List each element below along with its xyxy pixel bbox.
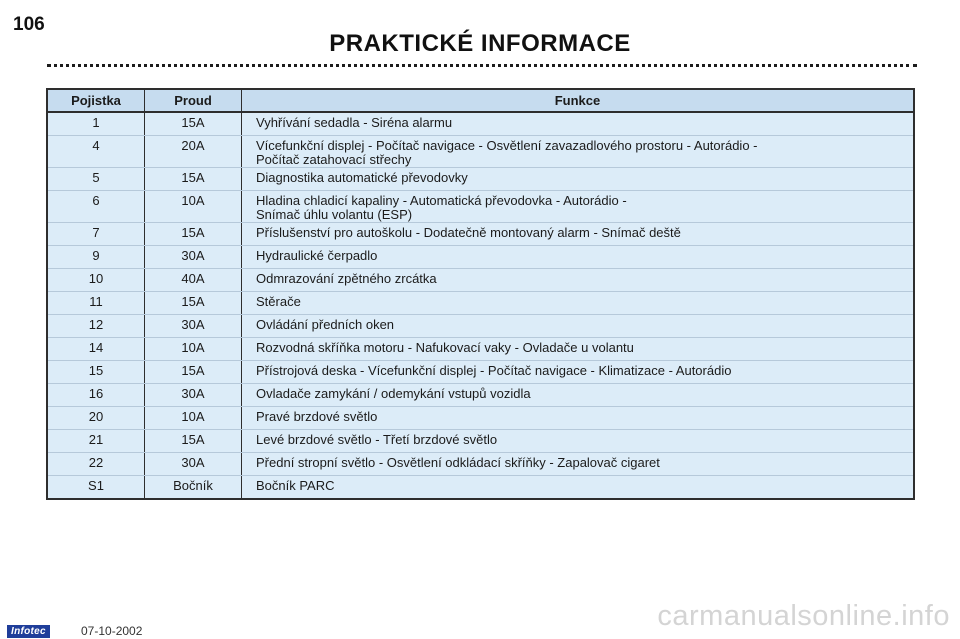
page-number: 106 xyxy=(13,14,45,35)
table-row xyxy=(47,191,914,223)
fuse-table xyxy=(46,88,915,500)
fuse-function-line-2: Snímač úhlu volantu (ESP) xyxy=(256,207,413,222)
fuse-function: Ovládání předních oken xyxy=(242,315,915,338)
table-row xyxy=(47,384,914,407)
fuse-function: Levé brzdové světlo - Třetí brzdové světlo xyxy=(242,430,915,453)
fuse-number: 9 xyxy=(47,246,145,269)
fuse-number: 15 xyxy=(47,361,145,384)
fuse-function-line-1: Vícefunkční displej - Počítač navigace - Osvětlení zavazadlového prostoru - Autorádio - xyxy=(256,138,758,153)
fuse-function: Pravé brzdové světlo xyxy=(242,407,915,430)
fuse-function: Diagnostika automatické převodovky xyxy=(242,168,915,191)
fuse-current: Bočník xyxy=(145,476,242,500)
fuse-current: 30A xyxy=(145,315,242,338)
fuse-current: 10A xyxy=(145,191,242,223)
table-row xyxy=(47,361,914,384)
table-row xyxy=(47,430,914,453)
fuse-number: 16 xyxy=(47,384,145,407)
table-row xyxy=(47,292,914,315)
table-row xyxy=(47,476,914,500)
fuse-function: Rozvodná skříňka motoru - Nafukovací vaky - Ovladače u volantu xyxy=(242,338,915,361)
table-row xyxy=(47,112,914,136)
page-title: PRAKTICKÉ INFORMACE xyxy=(329,30,631,57)
table-row xyxy=(47,136,914,168)
fuse-current: 15A xyxy=(145,168,242,191)
fuse-function xyxy=(242,136,915,168)
fuse-current: 10A xyxy=(145,407,242,430)
fuse-function: Stěrače xyxy=(242,292,915,315)
fuse-function: Hydraulické čerpadlo xyxy=(242,246,915,269)
fuse-number: 4 xyxy=(47,136,145,168)
table-row xyxy=(47,168,914,191)
table-row xyxy=(47,246,914,269)
table-row xyxy=(47,407,914,430)
table-row xyxy=(47,315,914,338)
table-header-row xyxy=(47,89,914,112)
header-fuse: Pojistka xyxy=(47,89,145,112)
fuse-current: 30A xyxy=(145,384,242,407)
fuse-number: 12 xyxy=(47,315,145,338)
fuse-number: 1 xyxy=(47,112,145,136)
fuse-function: Přístrojová deska - Vícefunkční displej - Počítač navigace - Klimatizace - Autorádio xyxy=(242,361,915,384)
table-row xyxy=(47,269,914,292)
fuse-current: 15A xyxy=(145,292,242,315)
infotec-logo: Infotec xyxy=(7,625,50,638)
fuse-function: Ovladače zamykání / odemykání vstupů vozidla xyxy=(242,384,915,407)
site-watermark: carmanualsonline.info xyxy=(657,600,950,632)
fuse-current: 15A xyxy=(145,361,242,384)
table-row xyxy=(47,338,914,361)
fuse-function: Vyhřívání sedadla - Siréna alarmu xyxy=(242,112,915,136)
fuse-number: 14 xyxy=(47,338,145,361)
fuse-function-line-2: Počítač zatahovací střechy xyxy=(256,152,412,167)
fuse-number: 7 xyxy=(47,223,145,246)
footer-date: 07-10-2002 xyxy=(81,624,143,638)
fuse-function-line-1: Hladina chladicí kapaliny - Automatická převodovka - Autorádio - xyxy=(256,193,627,208)
fuse-current: 20A xyxy=(145,136,242,168)
fuse-number: 21 xyxy=(47,430,145,453)
fuse-current: 40A xyxy=(145,269,242,292)
fuse-number: 6 xyxy=(47,191,145,223)
fuse-number: 22 xyxy=(47,453,145,476)
fuse-number: 11 xyxy=(47,292,145,315)
fuse-number: 5 xyxy=(47,168,145,191)
fuse-function: Příslušenství pro autoškolu - Dodatečně montovaný alarm - Snímač deště xyxy=(242,223,915,246)
table-row xyxy=(47,453,914,476)
header-current: Proud xyxy=(145,89,242,112)
fuse-function: Odmrazování zpětného zrcátka xyxy=(242,269,915,292)
fuse-number: 20 xyxy=(47,407,145,430)
header-function: Funkce xyxy=(242,89,915,112)
fuse-number: S1 xyxy=(47,476,145,500)
fuse-current: 30A xyxy=(145,453,242,476)
fuse-current: 15A xyxy=(145,223,242,246)
fuse-current: 15A xyxy=(145,112,242,136)
fuse-current: 15A xyxy=(145,430,242,453)
dotted-divider xyxy=(47,64,917,67)
table-row xyxy=(47,223,914,246)
fuse-current: 10A xyxy=(145,338,242,361)
fuse-function: Bočník PARC xyxy=(256,478,335,493)
fuse-current: 30A xyxy=(145,246,242,269)
fuse-number: 10 xyxy=(47,269,145,292)
fuse-function xyxy=(242,191,915,223)
fuse-function: Přední stropní světlo - Osvětlení odkládací skříňky - Zapalovač cigaret xyxy=(242,453,915,476)
